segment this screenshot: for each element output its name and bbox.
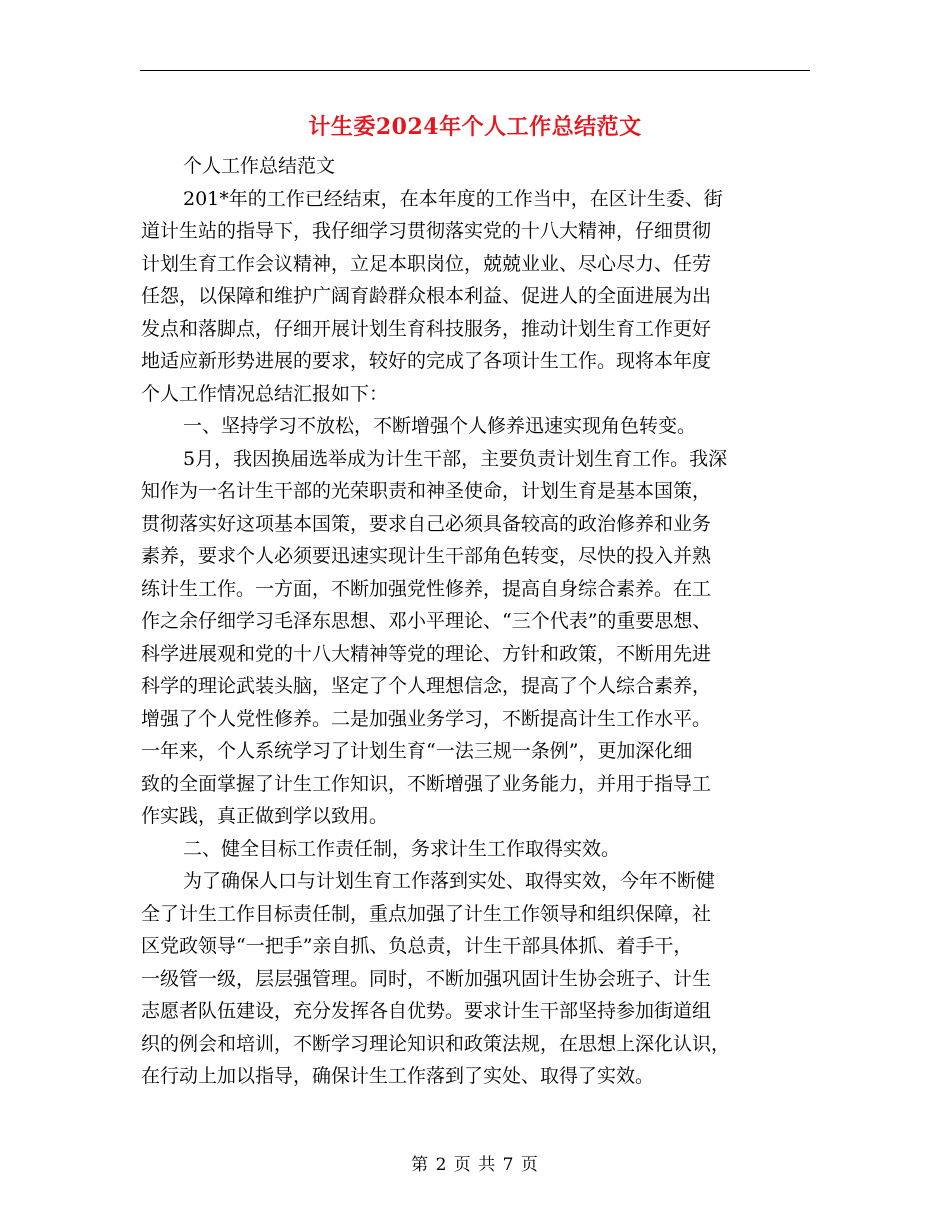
body-line: 任怨，以保障和维护广阔育龄群众根本利益、促进人的全面进展为出: [141, 285, 712, 307]
body-line: 5月，我因换届选举成为计生干部，主要负责计划生育工作。我深: [183, 447, 728, 470]
body-line: 发点和落脚点，仔细开展计划生育科技服务，推动计划生育工作更好: [141, 317, 712, 340]
body-line: 个人工作总结范文: [183, 155, 336, 177]
body-line: 个人工作情况总结汇报如下：: [141, 382, 389, 405]
body-line: 一、坚持学习不放松，不断增强个人修养迅速实现角色转变。: [183, 415, 697, 437]
document-body: [141, 150, 811, 1093]
body-line: 科学的理论武装头脑，坚定了个人理想信念，提高了个人综合素养，: [141, 675, 712, 697]
body-line: 致的全面掌握了计生工作知识，不断增强了业务能力，并用于指导工: [141, 772, 712, 795]
body-line: 织的例会和培训，不断学习理论知识和政策法规，在思想上深化认识，: [141, 1032, 731, 1055]
document-title: 计生委2024年个人工作总结范文: [308, 114, 642, 140]
body-line: 二、健全目标工作责任制，务求计生工作取得实效。: [183, 837, 621, 860]
body-line: 知作为一名计生干部的光荣职责和神圣使命，计划生育是基本国策，: [141, 480, 712, 502]
body-line: 一年来，个人系统学习了计划生育“一法三规一条例”，更加深化细: [141, 740, 693, 762]
body-line: 科学进展观和党的十八大精神等党的理论、方针和政策，不断用先进: [141, 642, 712, 665]
body-line: 在行动上加以指导，确保计生工作落到了实处、取得了实效。: [141, 1065, 655, 1087]
body-line: 素养，要求个人必须要迅速实现计生干部角色转变，尽快的投入并熟: [141, 545, 712, 567]
body-line: 地适应新形势进展的要求，较好的完成了各项计生工作。现将本年度: [141, 350, 712, 372]
body-line: 一级管一级，层层强管理。同时，不断加强巩固计生协会班子、计生: [141, 967, 712, 990]
body-line: 区党政领导“一把手”亲自抓、负总责，计生干部具体抓、着手干，: [141, 935, 693, 957]
body-line: 贯彻落实好这项基本国策，要求自己必须具备较高的政治修养和业务: [141, 512, 712, 535]
body-line: 作之余仔细学习毛泽东思想、邓小平理论、“三个代表”的重要思想、: [141, 610, 712, 632]
body-line: 全了计生工作目标责任制，重点加强了计生工作领导和组织保障，社: [141, 902, 712, 925]
body-line: 练计生工作。一方面，不断加强党性修养，提高自身综合素养。在工: [141, 577, 712, 600]
page-footer: 第 2 页 共 7 页: [411, 1155, 539, 1175]
body-line: 为了确保人口与计划生育工作落到实处、取得实效，今年不断健: [183, 870, 716, 892]
body-line: 201*年的工作已经结束，在本年度的工作当中，在区计生委、街: [183, 187, 723, 210]
body-line: 计划生育工作会议精神，立足本职岗位，兢兢业业、尽心尽力、任劳: [141, 252, 712, 275]
body-line: 作实践，真正做到学以致用。: [141, 805, 389, 827]
header-rule: [140, 70, 810, 71]
body-line: 增强了个人党性修养。二是加强业务学习，不断提高计生工作水平。: [141, 707, 712, 730]
body-line: 道计生站的指导下，我仔细学习贯彻落实党的十八大精神，仔细贯彻: [141, 220, 712, 242]
body-line: 志愿者队伍建设，充分发挥各自优势。要求计生干部坚持参加街道组: [141, 1000, 712, 1022]
